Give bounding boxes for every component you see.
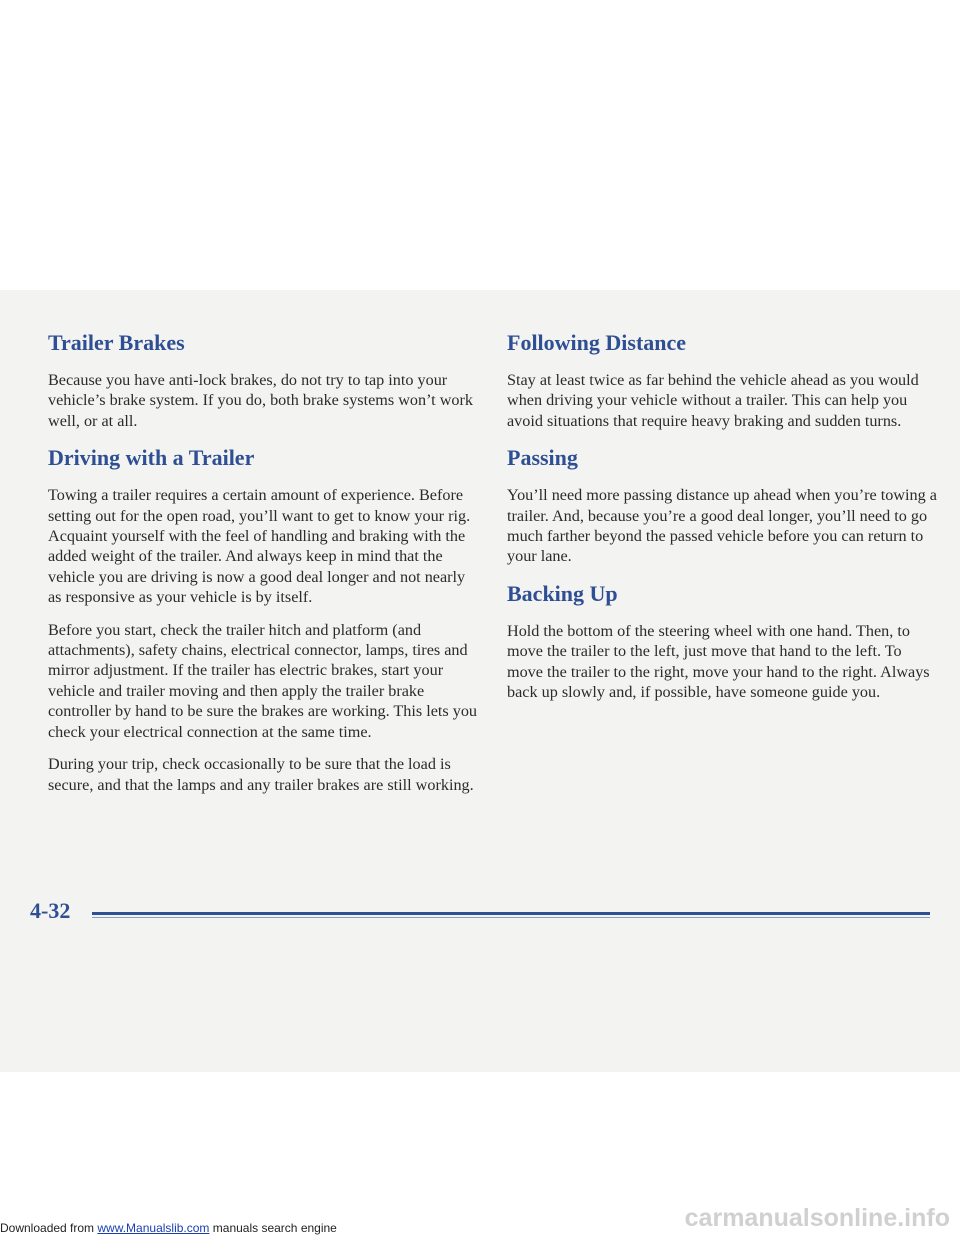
heading-passing: Passing <box>507 445 578 471</box>
paragraph: You’ll need more passing distance up ahead when you’re towing a trailer. And, because you’re a good deal longer, you’ll need to go much farther beyond the passed vehicle before you can return to your lane. <box>507 486 937 566</box>
paragraph: During your trip, check occasionally to be sure that the load is secure, and that the lamps and any trailer brakes are still working. <box>48 755 474 794</box>
page-rule <box>92 912 930 915</box>
left-column <box>48 330 478 809</box>
section-following-distance <box>507 330 937 431</box>
download-footer <box>0 1221 337 1235</box>
paragraph: Before you start, check the trailer hitch and platform (and attachments), safety chains, electrical connector, lamps, tires and mirror adjustment. If the trailer has electric brakes, start your vehicle and trailer moving and then apply the trailer brake controller by hand to be sure the brakes are working. This lets you check your electrical connection at the same time. <box>48 620 478 741</box>
footer-suffix: manuals search engine <box>209 1221 337 1235</box>
paragraph: Because you have anti-lock brakes, do not try to tap into your vehicle’s brake system. If you do, both brake systems won’t work well, or at all. <box>48 371 473 430</box>
paragraph: Hold the bottom of the steering wheel with one hand. Then, to move the trailer to the left, just move that hand to the left. To move the trailer to the right, move your hand to the right. Always back up slowly and, if possible, have someone guide you. <box>507 621 930 702</box>
page-number: 4-32 <box>30 898 71 923</box>
paragraph: Stay at least twice as far behind the vehicle ahead as you would when driving your vehicle without a trailer. This can help you avoid situations that require heavy braking and sudden turns. <box>507 371 919 430</box>
section-trailer-brakes <box>48 330 478 431</box>
right-column <box>507 330 937 716</box>
watermark: carmanualsonline.info <box>684 1204 950 1232</box>
footer-prefix: Downloaded from <box>0 1221 98 1235</box>
heading-following-distance: Following Distance <box>507 330 687 355</box>
heading-driving-with-trailer: Driving with a Trailer <box>48 445 255 471</box>
section-driving-with-trailer <box>48 445 478 795</box>
heading-backing-up: Backing Up <box>507 580 618 606</box>
page-rule-thin <box>92 917 930 918</box>
section-passing <box>507 445 937 567</box>
section-backing-up <box>507 581 937 703</box>
paragraph: Towing a trailer requires a certain amount of experience. Before setting out for the open road, you’ll want to get to know your rig. Acquaint yourself with the feel of handling and braking with the added weight of the trailer. And always keep in mind that the vehicle you are driving is now a good deal longer and not nearly as responsive as your vehicle is by itself. <box>48 486 471 607</box>
manualslib-link[interactable]: www.Manualslib.com <box>97 1221 210 1235</box>
heading-trailer-brakes: Trailer Brakes <box>48 330 185 355</box>
